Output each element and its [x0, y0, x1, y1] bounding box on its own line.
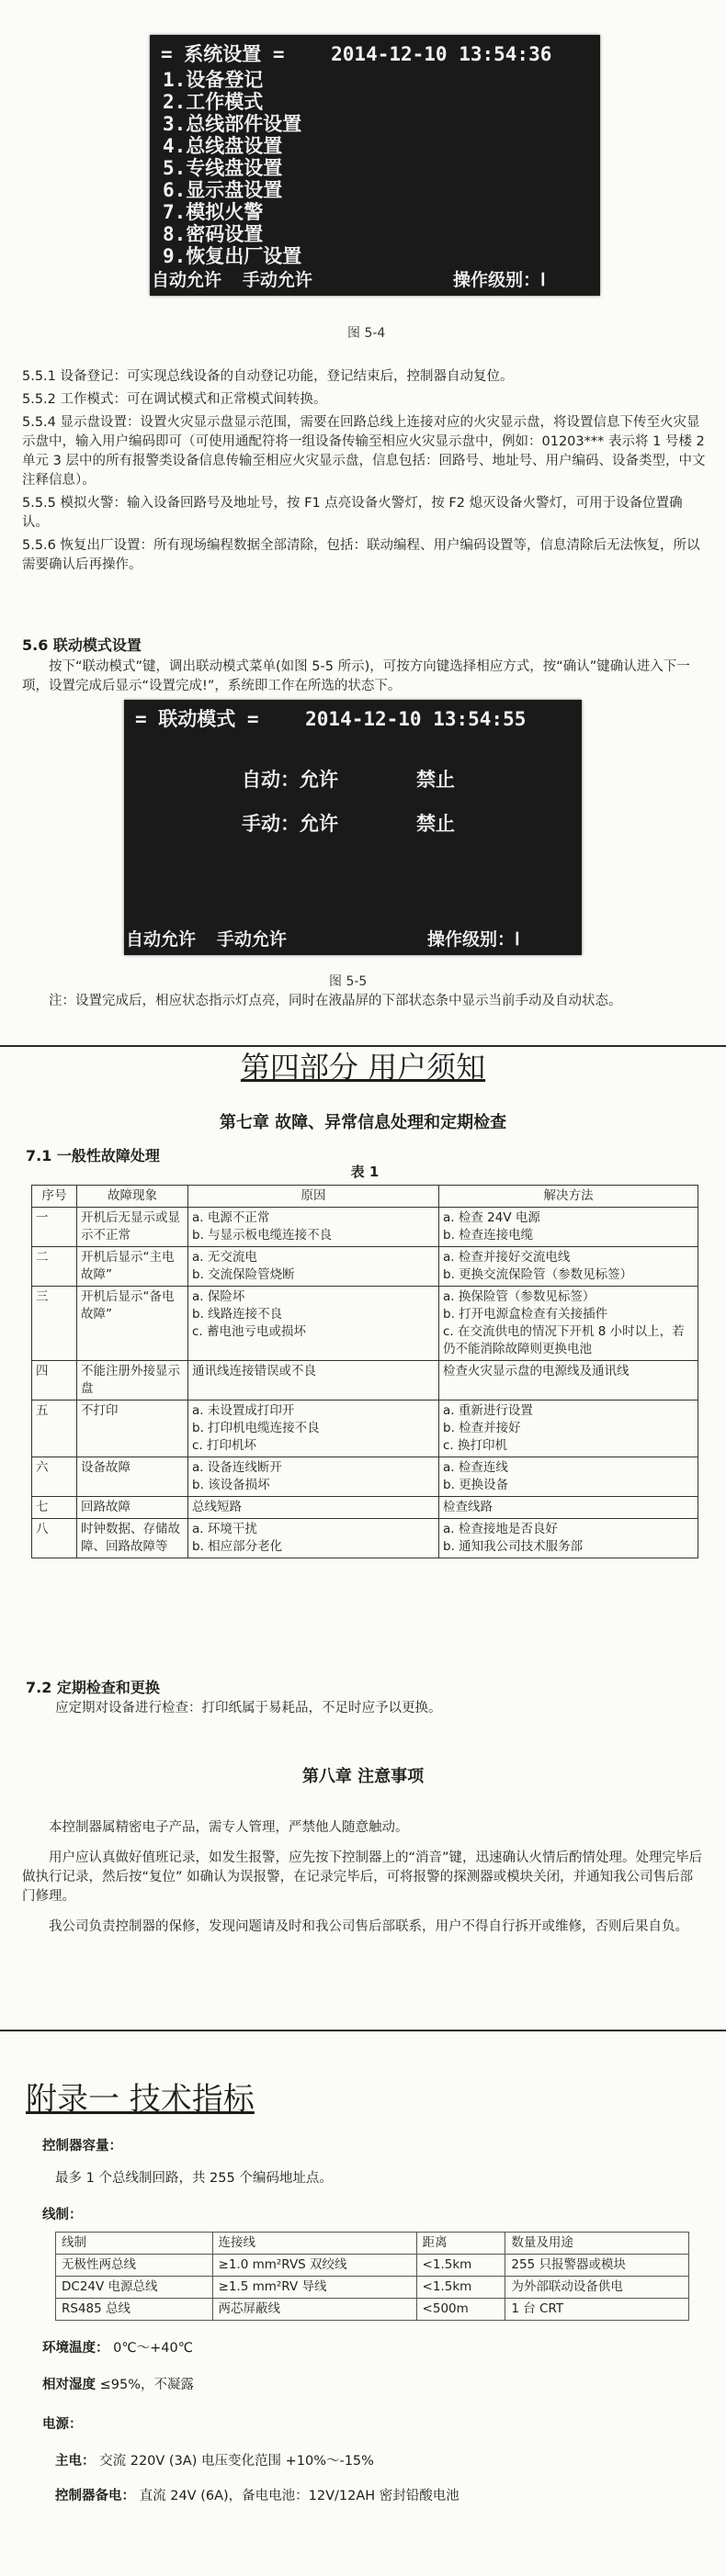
fault-fix-line: a. 检查并接好交流电线: [443, 1250, 571, 1265]
fault-fix: [439, 1519, 698, 1558]
section-5-6-body: 按下“联动模式”键，调出联动模式菜单(如图 5-5 所示)，可按方向键选择相应方式，按“确认”键确认进入下一项，设置完成后显示“设置完成!”，系统即工作在所选的状态下。: [22, 659, 690, 693]
table-cell: <500m: [416, 2299, 505, 2321]
table-cell: DC24V 电源总线: [56, 2277, 213, 2299]
paragraph: 5.5.1 设备登记：可实现总线设备的自动登记功能，登记结束后，控制器自动复位。: [22, 369, 514, 384]
row-number: [32, 1361, 77, 1400]
fault-cause: [188, 1287, 439, 1361]
chapter-8-title: 第八章 注意事项: [301, 1767, 425, 1786]
fault-fix-line: b. 更换交流保险管（参数见标签）: [443, 1267, 633, 1282]
row-number-line: 五: [36, 1403, 49, 1418]
section-7-2-heading: 7.2 定期检查和更换: [26, 1679, 160, 1696]
paragraph: 本控制器属精密电子产品，需专人管理，严禁他人随意触动。: [49, 1820, 409, 1835]
row-number: [32, 1247, 77, 1287]
chapter-8-text: [22, 1818, 706, 1937]
fault-fix-line: b. 通知我公司技术服务部: [443, 1539, 584, 1554]
fault-cause-line: 总线短路: [192, 1500, 242, 1514]
row-number-line: 二: [36, 1250, 49, 1265]
table-row: [56, 2255, 689, 2277]
row-number: [32, 1497, 77, 1519]
settings-menu-item[interactable]: 9.恢复出厂设置: [163, 245, 302, 267]
fault-fix-line: a. 检查接地是否良好: [443, 1522, 558, 1536]
fault-symptom: [77, 1287, 188, 1361]
settings-menu-item[interactable]: 8.密码设置: [163, 223, 264, 245]
figure-caption: 图 5-4: [347, 326, 386, 341]
row-number-line: 四: [36, 1364, 49, 1378]
status-bar-left: 自动允许 手动允许: [126, 929, 287, 950]
settings-menu-item[interactable]: 5.专线盘设置: [163, 157, 283, 179]
column-header: 连接线: [212, 2233, 416, 2255]
fault-symptom: [77, 1497, 188, 1519]
wiring-label: 线制：: [42, 2208, 83, 2222]
fault-fix: [439, 1208, 698, 1247]
fault-cause: [188, 1247, 439, 1287]
fault-symptom-line: 开机后显示“备电故障”: [81, 1289, 175, 1322]
fault-fix-line: b. 更换设备: [443, 1478, 509, 1492]
table-row: [32, 1361, 698, 1400]
settings-menu-item[interactable]: 7.模拟火警: [163, 201, 264, 223]
fault-fix: [439, 1400, 698, 1457]
table-row: [32, 1287, 698, 1361]
fault-symptom-line: 不能注册外接显示盘: [81, 1364, 180, 1396]
main-power-label: 主电：: [55, 2454, 96, 2469]
capacity-text: 最多 1 个总线制回路，共 255 个编码地址点。: [55, 2171, 333, 2186]
table-row: [32, 1400, 698, 1457]
fault-cause: [188, 1208, 439, 1247]
fault-symptom-line: 开机后无显示或显示不正常: [81, 1210, 180, 1243]
table-row: [56, 2299, 689, 2321]
fault-fix-line: 检查线路: [443, 1500, 493, 1514]
fault-cause-line: b. 线路连接不良: [192, 1307, 283, 1322]
fault-symptom: [77, 1519, 188, 1558]
column-header: 原因: [188, 1186, 439, 1208]
column-header: 线制: [56, 2233, 213, 2255]
fault-cause: [188, 1400, 439, 1457]
table-cell: 1 台 CRT: [505, 2299, 689, 2321]
row-number: [32, 1400, 77, 1457]
row-number: [32, 1457, 77, 1497]
fault-fix-line: b. 打开电源盒检查有关接插件: [443, 1307, 608, 1322]
humidity-row: [42, 2374, 194, 2393]
system-settings-screen: [150, 35, 600, 296]
table-cell: ≥1.5 mm²RV 导线: [212, 2277, 416, 2299]
settings-menu-item[interactable]: 1.设备登记: [163, 69, 264, 91]
manual-mode-label: 手动：允许: [242, 813, 338, 835]
fault-cause-line: c. 蓄电池亏电或损坏: [192, 1324, 307, 1339]
row-number-line: 三: [36, 1289, 49, 1304]
fault-symptom-line: 回路故障: [81, 1500, 130, 1514]
row-number-line: 一: [36, 1210, 49, 1225]
main-power-value: 交流 220V (3A) 电压变化范围 +10%～-15%: [99, 2454, 374, 2469]
fault-symptom: [77, 1247, 188, 1287]
fault-cause-line: b. 交流保险管烧断: [192, 1267, 295, 1282]
fault-cause-line: b. 相应部分老化: [192, 1539, 283, 1554]
settings-menu-item[interactable]: 4.总线盘设置: [163, 135, 283, 157]
fault-fix-line: a. 重新进行设置: [443, 1403, 533, 1418]
fault-cause: [188, 1497, 439, 1519]
table-row: [56, 2277, 689, 2299]
paragraph: 我公司负责控制器的保修，发现问题请及时和我公司售后部联系，用户不得自行拆开或维修，否则后果自负。: [49, 1919, 688, 1934]
fault-cause-line: a. 无交流电: [192, 1250, 257, 1265]
table-row: [32, 1247, 698, 1287]
status-bar-right: 操作级别：Ⅰ: [427, 929, 520, 950]
fault-cause-line: a. 未设置成打印开: [192, 1403, 295, 1418]
part-4-title: 第四部分 用户须知: [240, 1050, 486, 1085]
column-header: 故障现象: [77, 1186, 188, 1208]
fault-fix-line: a. 检查 24V 电源: [443, 1210, 540, 1225]
column-header: 距离: [416, 2233, 505, 2255]
fault-symptom-line: 开机后显示“主电故障”: [81, 1250, 175, 1282]
column-header: 数量及用途: [505, 2233, 689, 2255]
row-number: [32, 1208, 77, 1247]
section-7-2-body: 应定期对设备进行检查：打印纸属于易耗品，不足时应予以更换。: [55, 1701, 442, 1715]
fault-cause-line: b. 与显示板电缆连接不良: [192, 1228, 333, 1243]
fault-fix: [439, 1247, 698, 1287]
table-cell: ≥1.0 mm²RVS 双绞线: [212, 2255, 416, 2277]
linkage-mode-screen: [124, 700, 582, 955]
row-number-line: 八: [36, 1522, 49, 1536]
auto-mode-off: 禁止: [416, 769, 455, 791]
section-divider: [0, 2030, 726, 2031]
fault-cause: [188, 1361, 439, 1400]
section-5-6-heading: 5.6 联动模式设置: [22, 636, 142, 654]
column-header: 序号: [32, 1186, 77, 1208]
appendix-title: 附录一 技术指标: [26, 2081, 255, 2118]
table-row: [32, 1519, 698, 1558]
fault-cause-line: a. 环境干扰: [192, 1522, 257, 1536]
fault-symptom: [77, 1361, 188, 1400]
table-cell: <1.5km: [416, 2255, 505, 2277]
row-number: [32, 1287, 77, 1361]
backup-power-label: 控制器备电：: [55, 2489, 135, 2503]
table-cell: 为外部联动设备供电: [505, 2277, 689, 2299]
paragraph: 5.5.2 工作模式：可在调试模式和正常模式间转换。: [22, 392, 327, 407]
settings-menu-item[interactable]: 2.工作模式: [163, 91, 264, 113]
fault-fix-line: a. 换保险管（参数见标签）: [443, 1289, 596, 1304]
screen-title-line: = 系统设置 = 2014-12-10 13:54:36: [161, 43, 552, 65]
status-bar-right: 操作级别：Ⅰ: [453, 270, 546, 290]
paragraph: 5.5.6 恢复出厂设置：所有现场编程数据全部清除，包括：联动编程、用户编码设置等，信息清除后无法恢复，所以需要确认后再操作。: [22, 538, 700, 572]
paragraph: 5.5.4 显示盘设置：设置火灾显示盘显示范围，需要在回路总线上连接对应的火灾显示盘，将设置信息下传至火灾显示盘中，输入用户编码即可（可使用通配符将一组设备传输至相应火灾显示盘中，例如：01203*** 表示将 1 号楼 2 单元 3 层中的所有报警类设备信息传输至相应火灾显示盘，信息包括：回路号、地址号、用户编码、设备类型，中文注释信息）。: [22, 415, 706, 488]
note-text: 注：设置完成后，相应状态指示灯点亮，同时在液晶屏的下部状态条中显示当前手动及自动状态。: [49, 994, 622, 1008]
fault-cause-line: b. 打印机电缆连接不良: [192, 1421, 320, 1435]
main-power-row: [55, 2450, 374, 2469]
table-cell: <1.5km: [416, 2277, 505, 2299]
fault-fix-line: c. 换打印机: [443, 1438, 508, 1453]
backup-power-value: 直流 24V (6A)，备电电池：12V/12AH 密封铅酸电池: [139, 2489, 459, 2503]
row-number-line: 六: [36, 1460, 49, 1475]
settings-menu-item[interactable]: 3.总线部件设置: [163, 113, 302, 135]
auto-mode-label: 自动：允许: [242, 769, 338, 791]
fault-symptom-line: 设备故障: [81, 1460, 130, 1475]
fault-cause-line: 通讯线连接错误或不良: [192, 1364, 316, 1378]
section-5-5-text: [22, 367, 706, 575]
table-cell: 255 只报警器或模块: [505, 2255, 689, 2277]
fault-fix: [439, 1457, 698, 1497]
section-7-1-heading: 7.1 一般性故障处理: [26, 1147, 160, 1164]
power-label: 电源：: [42, 2417, 83, 2432]
table-header-row: [32, 1186, 698, 1208]
status-bar-left: 自动允许 手动允许: [152, 270, 312, 290]
row-number: [32, 1519, 77, 1558]
settings-menu-item[interactable]: 6.显示盘设置: [163, 179, 283, 201]
paragraph: 用户应认真做好值班记录，如发生报警，应先按下控制器上的“消音”键，迅速确认火情后酌情处理。处理完毕后做执行记录，然后按“复位” 如确认为误报警，在记录完毕后，可将报警的探测器或模块关闭，并通知我公司售后部门修理。: [22, 1850, 703, 1904]
fault-fix: [439, 1497, 698, 1519]
row-number-line: 七: [36, 1500, 49, 1514]
manual-mode-off: 禁止: [416, 813, 455, 835]
wiring-table: [55, 2232, 689, 2321]
fault-cause: [188, 1519, 439, 1558]
fault-cause-line: c. 打印机坏: [192, 1438, 257, 1453]
fault-fix: [439, 1361, 698, 1400]
fault-symptom: [77, 1208, 188, 1247]
table-row: [32, 1208, 698, 1247]
fault-fix-line: 检查火灾显示盘的电源线及通讯线: [443, 1364, 630, 1378]
table-header-row: [56, 2233, 689, 2255]
fault-cause-line: b. 该设备损坏: [192, 1478, 270, 1492]
fault-symptom: [77, 1400, 188, 1457]
capacity-label: 控制器容量：: [42, 2139, 122, 2154]
humidity-value: ≤95%，不凝露: [99, 2378, 194, 2392]
fault-fix-line: b. 检查连接电缆: [443, 1228, 534, 1243]
fault-fix: [439, 1287, 698, 1361]
table-cell: 无极性两总线: [56, 2255, 213, 2277]
env-temp-row: [42, 2337, 193, 2357]
fault-symptom-line: 时钟数据、存储故障、回路故障等: [81, 1522, 180, 1554]
fault-symptom: [77, 1457, 188, 1497]
table-cell: RS485 总线: [56, 2299, 213, 2321]
paragraph: 5.5.5 模拟火警：输入设备回路号及地址号，按 F1 点亮设备火警灯，按 F2 熄灭设备火警灯，可用于设备位置确认。: [22, 496, 683, 530]
env-temp-value: 0℃～+40℃: [113, 2341, 194, 2356]
fault-fix-line: b. 检查并接好: [443, 1421, 521, 1435]
fault-table: [31, 1164, 698, 1558]
fault-fix-line: c. 在交流供电的情况下开机 8 小时以上，若仍不能消除故障则更换电池: [443, 1324, 685, 1356]
fault-symptom-line: 不打印: [81, 1403, 119, 1418]
fault-cause-line: a. 设备连线断开: [192, 1460, 282, 1475]
fault-cause: [188, 1457, 439, 1497]
figure-caption: 图 5-5: [329, 974, 368, 989]
fault-cause-line: a. 保险坏: [192, 1289, 245, 1304]
fault-fix-line: a. 检查连线: [443, 1460, 508, 1475]
screen-title-line: = 联动模式 = 2014-12-10 13:54:55: [135, 708, 527, 730]
table-cell: 两芯屏蔽线: [212, 2299, 416, 2321]
table-row: [32, 1457, 698, 1497]
backup-power-row: [55, 2485, 459, 2504]
env-temp-label: 环境温度：: [42, 2341, 109, 2356]
chapter-7-title: 第七章 故障、异常信息处理和定期检查: [219, 1113, 507, 1132]
table-row: [32, 1497, 698, 1519]
humidity-label: 相对湿度: [42, 2378, 96, 2392]
column-header: 解决方法: [439, 1186, 698, 1208]
fault-cause-line: a. 电源不正常: [192, 1210, 270, 1225]
table-caption: 表 1: [350, 1164, 380, 1180]
